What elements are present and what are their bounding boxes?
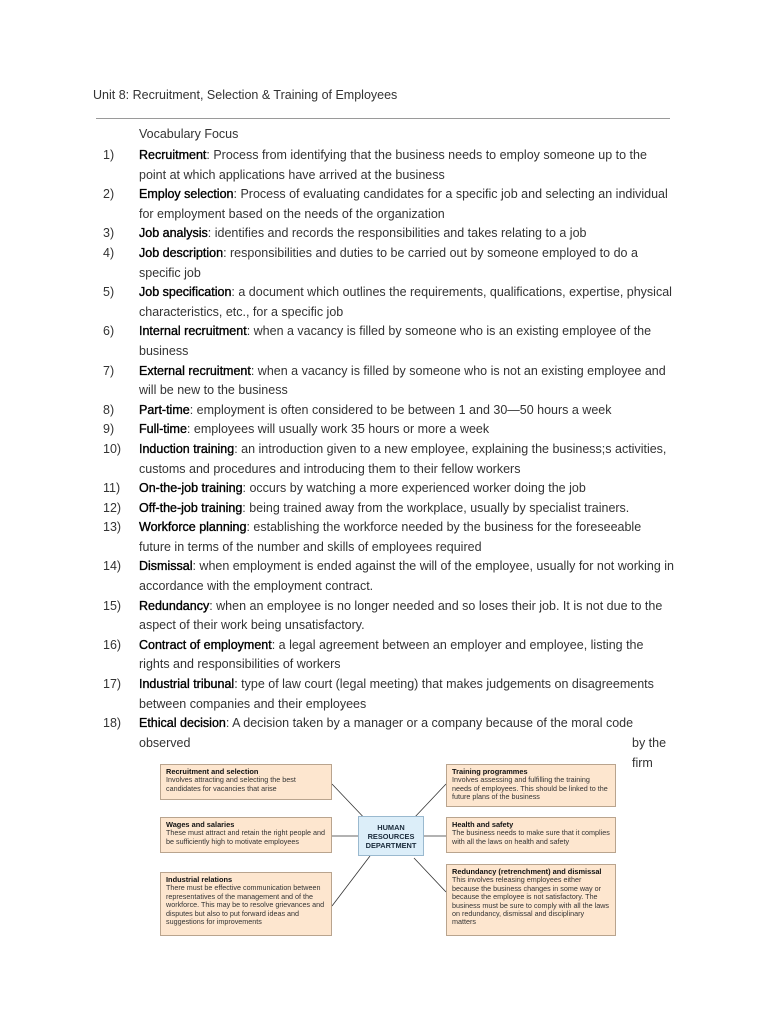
ethical-tail-1: by the xyxy=(632,736,667,750)
vocab-item xyxy=(96,479,676,499)
vocab-item-number: 13) xyxy=(103,520,122,535)
vocab-definition: : when an employee is no longer needed and so loses their job. It is not due to the aspect of their work being unsatisfactory. xyxy=(139,598,663,633)
vocab-definition: : a document which outlines the requirements, qualifications, expertise, physical characteristics, etc., for a specific job xyxy=(139,285,672,319)
box-health xyxy=(446,817,616,853)
box-industrial-title: Industrial relations xyxy=(166,875,233,884)
vocab-item-number: 9) xyxy=(103,422,115,437)
vocab-item-number: 1) xyxy=(103,148,115,162)
vocab-definition: : employees will usually work 35 hours or more a week xyxy=(186,422,490,437)
vocab-item xyxy=(96,440,676,479)
vocab-item xyxy=(96,283,676,322)
box-industrial-text: There must be effective communication between representatives of the management and of the workforce. This may be to resolve grievances and disputes but also to put forward ideas and suggestions for improvements xyxy=(166,883,325,927)
vocab-term: Full-time xyxy=(139,422,187,437)
box-training-title: Training programmes xyxy=(452,767,528,776)
vocab-term: External recruitment xyxy=(139,363,251,378)
vocab-item xyxy=(96,185,676,224)
vocab-item-number: 3) xyxy=(103,226,115,241)
vocab-definition: : being trained away from the workplace, usually by specialist trainers. xyxy=(242,500,630,515)
vocab-item xyxy=(96,420,676,440)
vocab-definition: : employment is often considered to be between 1 and 30—50 hours a week xyxy=(189,402,612,417)
vocab-term: Workforce planning xyxy=(139,520,247,535)
vocab-item-number: 7) xyxy=(103,363,115,378)
vocab-item xyxy=(96,401,676,421)
vocab-definition: : a legal agreement between an employer and employee, listing the rights and responsibilities of workers xyxy=(139,637,644,672)
vocab-heading: Vocabulary Focus xyxy=(139,127,239,141)
vocab-item xyxy=(96,518,676,557)
box-redundancy-text: This involves releasing employees either because the business changes in some way or because the employee is not satisfactory. The business must be sure to comply with all the laws on redundancy, dismissal and disciplinary matters xyxy=(452,875,609,927)
box-wages xyxy=(160,817,332,853)
box-wages-text: These must attract and retain the right people and be sufficiently high to motivate employees xyxy=(166,828,326,846)
vocab-item xyxy=(96,597,676,636)
vocab-item xyxy=(96,322,676,361)
vocab-item-number: 4) xyxy=(103,245,115,260)
vocab-term: Job analysis xyxy=(139,226,208,241)
vocab-definition: : Process of evaluating candidates for a specific job and selecting an individual for employment based on the needs of the organization xyxy=(139,187,668,221)
vocab-item-number: 12) xyxy=(103,500,122,515)
vocab-item-number: 5) xyxy=(103,285,115,300)
box-training xyxy=(446,764,616,807)
vocab-item-number: 11) xyxy=(103,481,121,496)
vocab-term: Job specification xyxy=(139,285,232,300)
vocab-item xyxy=(96,362,676,401)
vocab-term: Off-the-job training xyxy=(139,500,243,515)
box-wages-title: Wages and salaries xyxy=(166,820,235,829)
hr-diagram xyxy=(158,758,618,938)
box-health-text: The business needs to make sure that it complies with all the laws on health and safety xyxy=(452,828,610,846)
vocab-term: Redundancy xyxy=(139,598,210,613)
box-recruitment-text: Involves attracting and selecting the best candidates for vacancies that arise xyxy=(166,775,296,793)
vocab-item-number: 2) xyxy=(103,187,115,202)
vocab-item xyxy=(96,499,676,519)
vocab-term: Recruitment xyxy=(139,148,207,162)
vocab-item-number: 10) xyxy=(103,441,122,456)
vocab-definition: : when a vacancy is filled by someone who is an existing employee of the business xyxy=(139,324,652,358)
box-industrial xyxy=(160,872,332,936)
vocab-term: Dismissal xyxy=(139,559,193,574)
vocab-term: Industrial tribunal xyxy=(139,677,235,692)
vocab-item-number: 8) xyxy=(103,402,115,417)
vocab-term: On-the-job training xyxy=(139,481,243,496)
box-recruitment-title: Recruitment and selection xyxy=(166,767,259,776)
box-health-title: Health and safety xyxy=(452,820,514,829)
divider xyxy=(96,118,670,119)
vocab-item-number: 16) xyxy=(103,637,122,652)
hr-center: HUMAN RESOURCES DEPARTMENT xyxy=(358,816,424,856)
vocab-definition: : establishing the workforce needed by the business for the foreseeable future in terms of the number and skills of employees required xyxy=(139,520,642,554)
vocab-term: Contract of employment xyxy=(139,637,272,652)
vocab-item-number: 17) xyxy=(103,677,122,692)
vocab-item xyxy=(96,557,676,596)
vocab-term: Job description xyxy=(139,245,224,260)
vocab-item-number: 14) xyxy=(103,559,122,574)
vocab-definition: : when employment is ended against the will of the employee, usually for not working in accordance with the employment contract. xyxy=(139,559,674,594)
vocab-item xyxy=(96,224,676,244)
vocab-item-number: 18) xyxy=(103,716,122,731)
vocab-term: Induction training xyxy=(139,441,235,456)
vocab-item-number: 15) xyxy=(103,598,122,613)
vocab-term: Employ selection xyxy=(139,187,234,202)
page-title: Unit 8: Recruitment, Selection & Training of Employees xyxy=(93,88,398,102)
vocab-item-number: 6) xyxy=(103,324,115,339)
vocab-item xyxy=(96,675,676,714)
vocab-term: Ethical decision xyxy=(139,716,226,731)
vocab-item xyxy=(96,244,676,283)
vocab-term: Internal recruitment xyxy=(139,324,247,339)
box-training-text: Involves assessing and fulfilling the training needs of employees. This should be linked to the future plans of the business xyxy=(452,775,608,802)
vocab-item xyxy=(96,636,676,675)
vocab-definition: : identifies and records the responsibilities and takes relating to a job xyxy=(207,226,587,241)
vocab-definition: : A decision taken by a manager or a company because of the moral code observed xyxy=(139,716,634,750)
vocab-term: Part-time xyxy=(139,402,190,417)
ethical-tail-2: firm xyxy=(632,756,653,770)
vocab-definition: : Process from identifying that the business needs to employ someone up to the point at which applications have arrived at the business xyxy=(139,148,647,182)
box-recruitment xyxy=(160,764,332,800)
vocab-definition: : responsibilities and duties to be carried out by someone employed to do a specific job xyxy=(139,245,638,280)
vocab-definition: : occurs by watching a more experienced worker doing the job xyxy=(242,481,586,496)
vocab-definition: : type of law court (legal meeting) that makes judgements on disagreements between companies and their employees xyxy=(139,677,654,711)
box-redundancy-title: Redundancy (retrenchment) and dismissal xyxy=(452,867,602,876)
vocab-item xyxy=(96,714,676,753)
vocab-item xyxy=(96,146,676,185)
box-redundancy xyxy=(446,864,616,936)
vocab-definition: : an introduction given to a new employee, explaining the business;s activities, customs and procedures and introducing them to their fellow workers xyxy=(139,441,667,476)
vocab-list xyxy=(96,146,676,753)
vocab-definition: : when a vacancy is filled by someone who is not an existing employee and will be new to the business xyxy=(139,363,666,398)
